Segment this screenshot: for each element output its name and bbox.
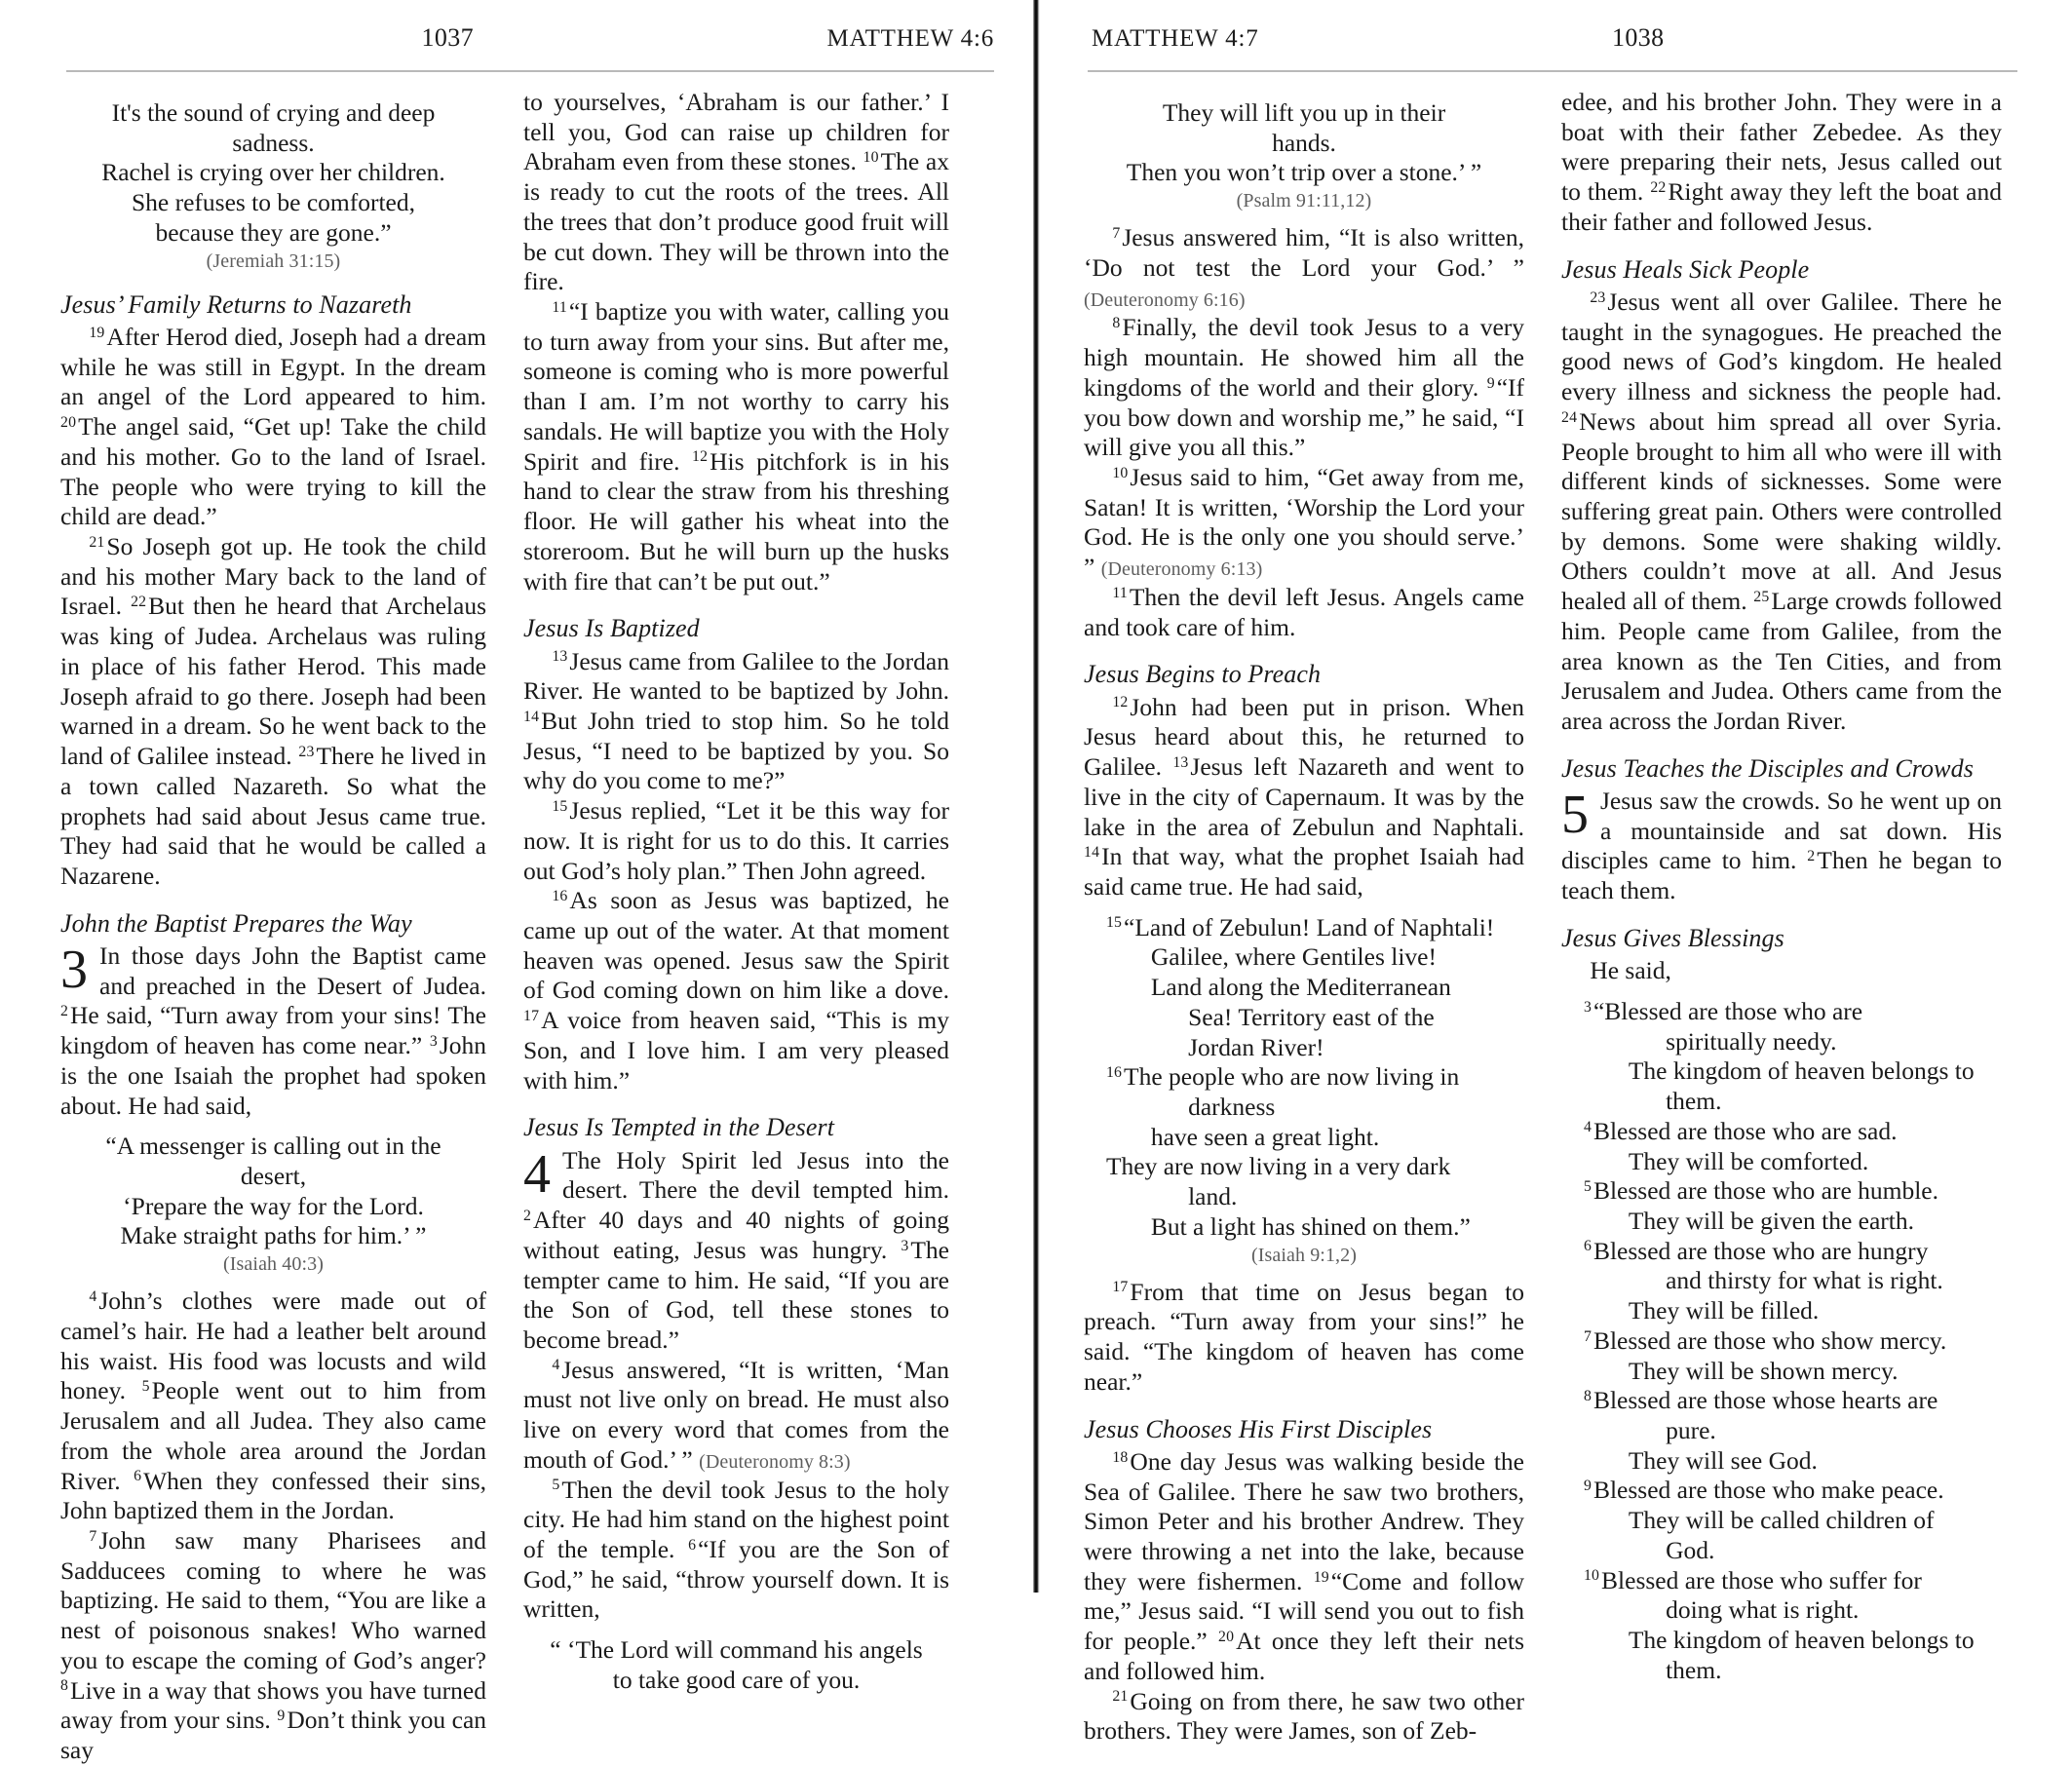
section-heading-jesus-family-returns: Jesus’ Family Returns to Nazareth (60, 289, 412, 319)
paragraph-matthew-4-1: 4 The Holy Spirit led Jesus into the desert. There the devil tempted him. $^2$After 40 days and 40 nights of going without eating, Jesus was hungry. $^3$The tempter came to him. He said, “If you are the Son of God, tell these stones to become bread.” (523, 1143, 950, 1354)
left-page-column-1 (60, 88, 487, 1765)
verse-number: 17 (523, 1007, 540, 1024)
poetry-line: The kingdom of heaven belongs to (1628, 1056, 1975, 1086)
left-page-header-rule (66, 70, 994, 72)
verse-number: 9 (1583, 1478, 1592, 1495)
verse-number: 21 (1112, 1688, 1129, 1706)
poetry-line: have seen a great light. (1150, 1122, 1380, 1151)
verse-number: 20 (1218, 1628, 1235, 1645)
verse-number: 16 (1105, 1064, 1123, 1082)
poetry-line: Rachel is crying over her children. (101, 158, 445, 187)
poetry-line: $^{16}$The people who are now living in (1105, 1062, 1460, 1092)
psalm-91-quote-poetry-start (523, 1635, 949, 1695)
verse-number: 8 (1583, 1388, 1592, 1405)
paragraph-matthew-4-21: $^{21}$Going on from there, he saw two other brothers. They were James, son of Zeb- (1084, 1686, 1524, 1746)
paragraph-matthew-2-21: $^{21}$So Joseph got up. He took the child and his mother Mary back to the land of Israel. $^{22}$But then he heard that Archelaus was king of Judea. Archelaus was ruling in place of his father Herod. This made Joseph afraid to go there. Joseph had been warned in a dream. So he went back to the land of Galilee instead. $^{23}$There he lived in a town called Nazareth. So what the prophets had said about Jesus came true. They had said that he would be called a Nazarene. (60, 532, 486, 890)
scripture-reference: (Deuteronomy 8:3) (699, 1450, 851, 1473)
right-page-book-reference: MATTHEW 4:7 (1092, 25, 1259, 52)
poetry-line: darkness (1188, 1092, 1276, 1121)
poetry-line: because they are gone.” (155, 217, 392, 247)
verse-number: 15 (1105, 914, 1123, 932)
poetry-line: Then you won’t trip over a stone.’ ” (1126, 158, 1482, 187)
poetry-line: God. (1666, 1535, 1715, 1564)
right-page-column-1 (1084, 88, 1525, 1746)
paragraph-matthew-5-1: 5 Jesus saw the crowds. So he went up on a mountainside and sat down. His disciples came to him. $^2$Then he began to teach them. (1561, 785, 2002, 905)
poetry-line: them. (1666, 1655, 1722, 1684)
verse-number: 2 (60, 1003, 69, 1020)
verse-number: 5 (1583, 1178, 1592, 1196)
paragraph-matthew-3-11: $^{11}$“I baptize you with water, calling you to turn away from your sins. But after me, someone is coming who is more powerful than I am. I’m not worthy to carry his sandals. He will baptize you with the Holy Spirit and fire. $^{12}$His pitchfork is in his hand to clear the straw from his threshing floor. He will gather his wheat into the storeroom. But he will burn up the husks with fire that can’t be put out.” (523, 297, 950, 595)
jeremiah-quote-poetry (60, 98, 486, 273)
poetry-line: hands. (1272, 128, 1336, 157)
left-page-running-head (60, 23, 994, 62)
verse-number: 10 (1112, 464, 1129, 481)
scripture-reference: (Psalm 91:11,12) (1236, 190, 1372, 212)
verse-number: 16 (552, 888, 568, 905)
section-heading-jesus-heals-sick-people: Jesus Heals Sick People (1561, 254, 1810, 284)
left-page-book-reference: MATTHEW 4:6 (826, 25, 995, 52)
poetry-line: $^4$Blessed are those who are sad. (1583, 1116, 1898, 1145)
poetry-line: Galilee, where Gentiles live! (1150, 942, 1437, 972)
beatitudes-poetry (1561, 997, 2002, 1686)
poetry-line: The kingdom of heaven belongs to (1628, 1626, 1975, 1655)
verse-number: 4 (1583, 1118, 1592, 1135)
poetry-line: They will be filled. (1628, 1296, 1820, 1325)
poetry-line: desert, (240, 1162, 307, 1191)
verse-number: 5 (141, 1378, 150, 1396)
paragraph-matthew-3-16: $^{16}$As soon as Jesus was baptized, he came up out of the water. At that moment heaven was opened. Jesus saw the Spirit of God coming down on him like a dove. $^{17}$A voice from heaven said, “This is my Son, and I love him. I am very pleased with him.” (523, 886, 949, 1094)
verse-number: 7 (1112, 225, 1121, 243)
isaiah-40-quote-poetry (60, 1132, 486, 1276)
paragraph-matthew-4-18: $^{18}$One day Jesus was walking beside the Sea of Galilee. There he saw two brothers, Simon Peter and his brother Andrew. They were throwing a net into the lake, because they were fishermen. $^{19}$“Come and follow me,” Jesus said. “I will send you out to fish for people.” $^{20}$At once they left their nets and followed him. (1084, 1446, 1525, 1685)
verse-number: 17 (1112, 1279, 1129, 1296)
poetry-line: $^3$“Blessed are those who are (1583, 996, 1863, 1025)
poetry-line: They will be shown mercy. (1628, 1356, 1899, 1385)
left-page-columns (60, 88, 994, 1765)
poetry-line: Sea! Territory east of the (1188, 1002, 1435, 1031)
poetry-line: Make straight paths for him.’ ” (120, 1221, 427, 1250)
verse-number: 11 (552, 298, 567, 316)
left-page (0, 0, 1033, 1765)
poetry-line: land. (1188, 1182, 1238, 1211)
paragraph-matthew-2-19: $^{19}$After Herod died, Joseph had a dream while he was still in Egypt. In the dream an angel of the Lord appeared to him. $^{20}$The angel said, “Get up! Take the child and his mother. Go to the land of Israel. The people who were trying to kill the child are dead.” (60, 323, 486, 531)
poetry-line: Jordan River! (1188, 1032, 1324, 1061)
verse-number: 19 (1313, 1568, 1329, 1586)
verse-number: 23 (298, 743, 315, 760)
poetry-line: ‘Prepare the way for the Lord. (123, 1191, 424, 1220)
poetry-line: They will be called children of (1628, 1506, 1935, 1535)
verse-number: 13 (552, 648, 568, 666)
verse-number: 7 (1583, 1327, 1592, 1345)
poetry-line: $^7$Blessed are those who show mercy. (1583, 1325, 1947, 1355)
poetry-line: and thirsty for what is right. (1666, 1266, 1943, 1295)
poetry-line: “A messenger is calling out in the (105, 1132, 441, 1161)
isaiah-9-quote-poetry (1084, 913, 1524, 1267)
scripture-reference: (Deuteronomy 6:16) (1084, 288, 1246, 311)
poetry-line: They will lift you up in their (1162, 98, 1446, 127)
poetry-line: $^5$Blessed are those who are humble. (1583, 1176, 1938, 1206)
poetry-line: spiritually needy. (1666, 1026, 1837, 1056)
poetry-line: They are now living in a very dark (1105, 1152, 1451, 1181)
poetry-line: They will be given the earth. (1628, 1206, 1914, 1235)
verse-number: 18 (1112, 1448, 1129, 1466)
poetry-line: But a light has shined on them.” (1150, 1211, 1471, 1241)
verse-number: 10 (863, 149, 879, 167)
paragraph-matthew-3-15: $^{15}$Jesus replied, “Let it be this way for now. It is right for us to do this. It carries out God’s holy plan.” Then John agreed. (523, 796, 949, 885)
right-page-folio: 1038 (1611, 23, 1665, 52)
paragraph-matthew-4-10: $^{10}$Jesus said to him, “Get away from me, Satan! It is written, ‘Worship the Lord your God. He is the only one you should serve.’ ” (Deuteronomy 6:13) (1084, 463, 1524, 582)
verse-number: 3 (901, 1237, 909, 1254)
verse-number: 6 (134, 1468, 142, 1485)
verse-number: 15 (552, 797, 568, 815)
right-page-running-head (1084, 23, 2017, 62)
paragraph-matthew-4-4: $^4$Jesus answered, “It is written, ‘Man must not live only on bread. He must also live on every word that comes from the mouth of God.’ ” (Deuteronomy 8:3) (523, 1355, 949, 1474)
verse-number: 10 (1583, 1567, 1600, 1585)
paragraph-matthew-4-17: $^{17}$From that time on Jesus began to preach. “Turn away from your sins!” he said. “The kingdom of heaven has come near.” (1084, 1277, 1524, 1396)
paragraph-matthew-3-1: 3 In those days John the Baptist came and preached in the Desert of Judea. $^2$He said, “Turn away from your sins! The kingdom of heaven has come near.” $^3$John is the one Isaiah the prophet had spoken about. He had said, (60, 940, 487, 1120)
left-page-folio: 1037 (421, 23, 475, 52)
verse-number: 24 (1561, 408, 1578, 426)
chapter-number-5: 5 (1561, 785, 1589, 846)
chapter-number-4: 4 (523, 1143, 551, 1205)
verse-number: 19 (89, 324, 105, 341)
poetry-line: them. (1666, 1087, 1722, 1116)
verse-number: 2 (1807, 848, 1816, 865)
paragraph-matthew-4-11: $^{11}$Then the devil left Jesus. Angels came and took care of him. (1084, 582, 1524, 641)
chapter-number-3: 3 (60, 940, 88, 1000)
paragraph-matthew-4-12: $^{12}$John had been put in prison. When Jesus heard about this, he returned to Galilee. $^{13}$Jesus left Nazareth and went to live in the city of Capernaum. It was by the lake in the area of Zebulun and Naphtali. $^{14}$In that way, what the prophet Isaiah had said came true. He had said, (1084, 692, 1524, 901)
poetry-line: $^{15}$“Land of Zebulun! Land of Naphtali! (1105, 912, 1495, 941)
verse-number: 3 (429, 1032, 438, 1050)
scripture-reference: (Jeremiah 31:15) (206, 250, 341, 272)
verse-number: 22 (1650, 178, 1667, 196)
paragraph-matthew-3-7: $^7$John saw many Pharisees and Sadducees coming to where he was baptizing. He said to them, “You are like a nest of poisonous snakes! Who warned you to escape the coming of God’s anger? $^8$Live in a way that shows you have turned away from your sins. $^9$Don’t think you can say (60, 1526, 487, 1765)
poetry-line: They will see God. (1628, 1445, 1818, 1475)
paragraph-matthew-3-4: $^4$John’s clothes were made out of camel’s hair. He had a leather belt around his waist. His food was locusts and wild honey. $^5$People went out to him from Jerusalem and all Judea. They also came from the whole area around the Jordan River. $^6$When they confessed their sins, John baptized them in the Jordan. (60, 1286, 486, 1525)
right-page-column-2 (1561, 88, 2003, 1684)
section-heading-john-the-baptist-prepares: John the Baptist Prepares the Way (60, 908, 412, 938)
poetry-line: She refuses to be comforted, (131, 188, 416, 217)
verse-number: 20 (60, 413, 77, 431)
verse-number: 3 (1583, 998, 1592, 1016)
section-heading-jesus-gives-blessings: Jesus Gives Blessings (1561, 923, 1784, 952)
paragraph-continuation-4-21: edee, and his brother John. They were in a boat with their father Zebedee. As they were preparing their nets, Jesus called out to them. $^{22}$Right away they left the boat and their father and followed Jesus. (1561, 88, 2002, 236)
section-heading-jesus-is-tempted: Jesus Is Tempted in the Desert (523, 1113, 835, 1142)
verse-number: 21 (89, 533, 105, 551)
poetry-line: sadness. (232, 128, 315, 157)
poetry-line: $^8$Blessed are those whose hearts are (1583, 1386, 1938, 1415)
paragraph-matthew-4-23: $^{23}$Jesus went all over Galilee. There he taught in the synagogues. He preached the good news of God’s kingdom. He healed every illness and sickness the people had. $^{24}$News about him spread all over Syria. People brought to him all who were ill with different kinds of sicknesses. Some were suffering great pain. Others were controlled by demons. Some were shaking wildly. Others couldn’t move at all. And Jesus healed all of them. $^{25}$Large crowds followed him. People came from Galilee, from the area known as the Ten Cities, and from Jerusalem and Judea. Others came from the area across the Jordan River. (1561, 287, 2003, 735)
paragraph-matthew-4-7: $^7$Jesus answered him, “It is also written, ‘Do not test the Lord your God.’ ” (Deuteronomy 6:16) (1084, 223, 1524, 311)
psalm-91-quote-poetry-end (1084, 98, 1524, 212)
verse-number: 5 (552, 1477, 560, 1494)
verse-number: 12 (1112, 694, 1129, 711)
section-heading-jesus-is-baptized: Jesus Is Baptized (523, 614, 700, 643)
verse-number: 4 (552, 1357, 560, 1374)
left-page-column-2 (523, 88, 950, 1694)
poetry-line: $^6$Blessed are those who are hungry (1583, 1236, 1929, 1265)
verse-number: 8 (1112, 315, 1121, 332)
poetry-line: “ ‘The Lord will command his angels (550, 1635, 923, 1665)
paragraph-continuation-3-9: to yourselves, ‘Abraham is our father.’ I tell you, God can raise up children for Abraham even from these stones. $^{10}$The ax is ready to cut the roots of the trees. All the trees that don’t produce good fruit will be cut down. They will be thrown into the fire. (523, 88, 950, 296)
right-page-header-rule (1088, 70, 2017, 72)
poetry-line: doing what is right. (1666, 1595, 1860, 1625)
poetry-line: $^9$Blessed are those who make peace. (1583, 1476, 1944, 1505)
verse-number: 23 (1590, 288, 1606, 306)
poetry-line: They will be comforted. (1628, 1146, 1869, 1175)
verse-number: 13 (1172, 753, 1189, 771)
section-heading-jesus-chooses-disciples: Jesus Chooses His First Disciples (1084, 1414, 1433, 1443)
poetry-line: It's the sound of crying and deep (111, 98, 436, 127)
poetry-line: $^{10}$Blessed are those who suffer for (1583, 1565, 1922, 1594)
verse-number: 14 (523, 708, 540, 725)
verse-number: 22 (131, 594, 147, 611)
paragraph-he-said: He said, (1590, 956, 1671, 985)
verse-number: 11 (1112, 584, 1128, 601)
paragraph-matthew-4-8: $^8$Finally, the devil took Jesus to a very high mountain. He showed him all the kingdoms of the world and their glory. $^9$“If you bow down and worship me,” he said, “I will give you all this.” (1084, 313, 1525, 462)
verse-number: 6 (1583, 1238, 1592, 1255)
poetry-line: Land along the Mediterranean (1150, 973, 1451, 1002)
section-heading-jesus-teaches-disciples-crowds: Jesus Teaches the Disciples and Crowds (1561, 753, 1974, 783)
right-page-columns (1084, 88, 2017, 1746)
paragraph-matthew-4-5: $^5$Then the devil took Jesus to the holy city. He had him stand on the highest point of the temple. $^6$“If you are the Son of God,” he said, “throw yourself down. It is written, (523, 1475, 949, 1624)
poetry-line: to take good care of you. (612, 1665, 861, 1694)
verse-number: 14 (1084, 844, 1100, 862)
section-heading-jesus-begins-to-preach: Jesus Begins to Preach (1084, 660, 1322, 689)
verse-number: 7 (89, 1527, 97, 1545)
verse-number: 9 (1486, 374, 1495, 392)
scripture-reference: (Deuteronomy 6:13) (1100, 558, 1263, 581)
verse-number: 2 (523, 1207, 532, 1224)
scripture-reference: (Isaiah 9:1,2) (1250, 1244, 1358, 1266)
scripture-reference: (Isaiah 40:3) (223, 1253, 324, 1276)
verse-number: 9 (277, 1708, 286, 1725)
verse-number: 6 (688, 1536, 697, 1554)
paragraph-matthew-3-13: $^{13}$Jesus came from Galilee to the Jordan River. He wanted to be baptized by John. $^{14}$But John tried to stop him. So he told Jesus, “I need to be baptized by you. So why do you come to me?” (523, 646, 949, 795)
book-spine-gutter (1031, 0, 1041, 1593)
verse-number: 4 (89, 1288, 97, 1306)
right-page (1033, 0, 2072, 1746)
poetry-line: pure. (1666, 1416, 1716, 1445)
verse-number: 12 (692, 448, 709, 466)
verse-number: 25 (1753, 588, 1770, 605)
verse-number: 8 (60, 1677, 69, 1695)
